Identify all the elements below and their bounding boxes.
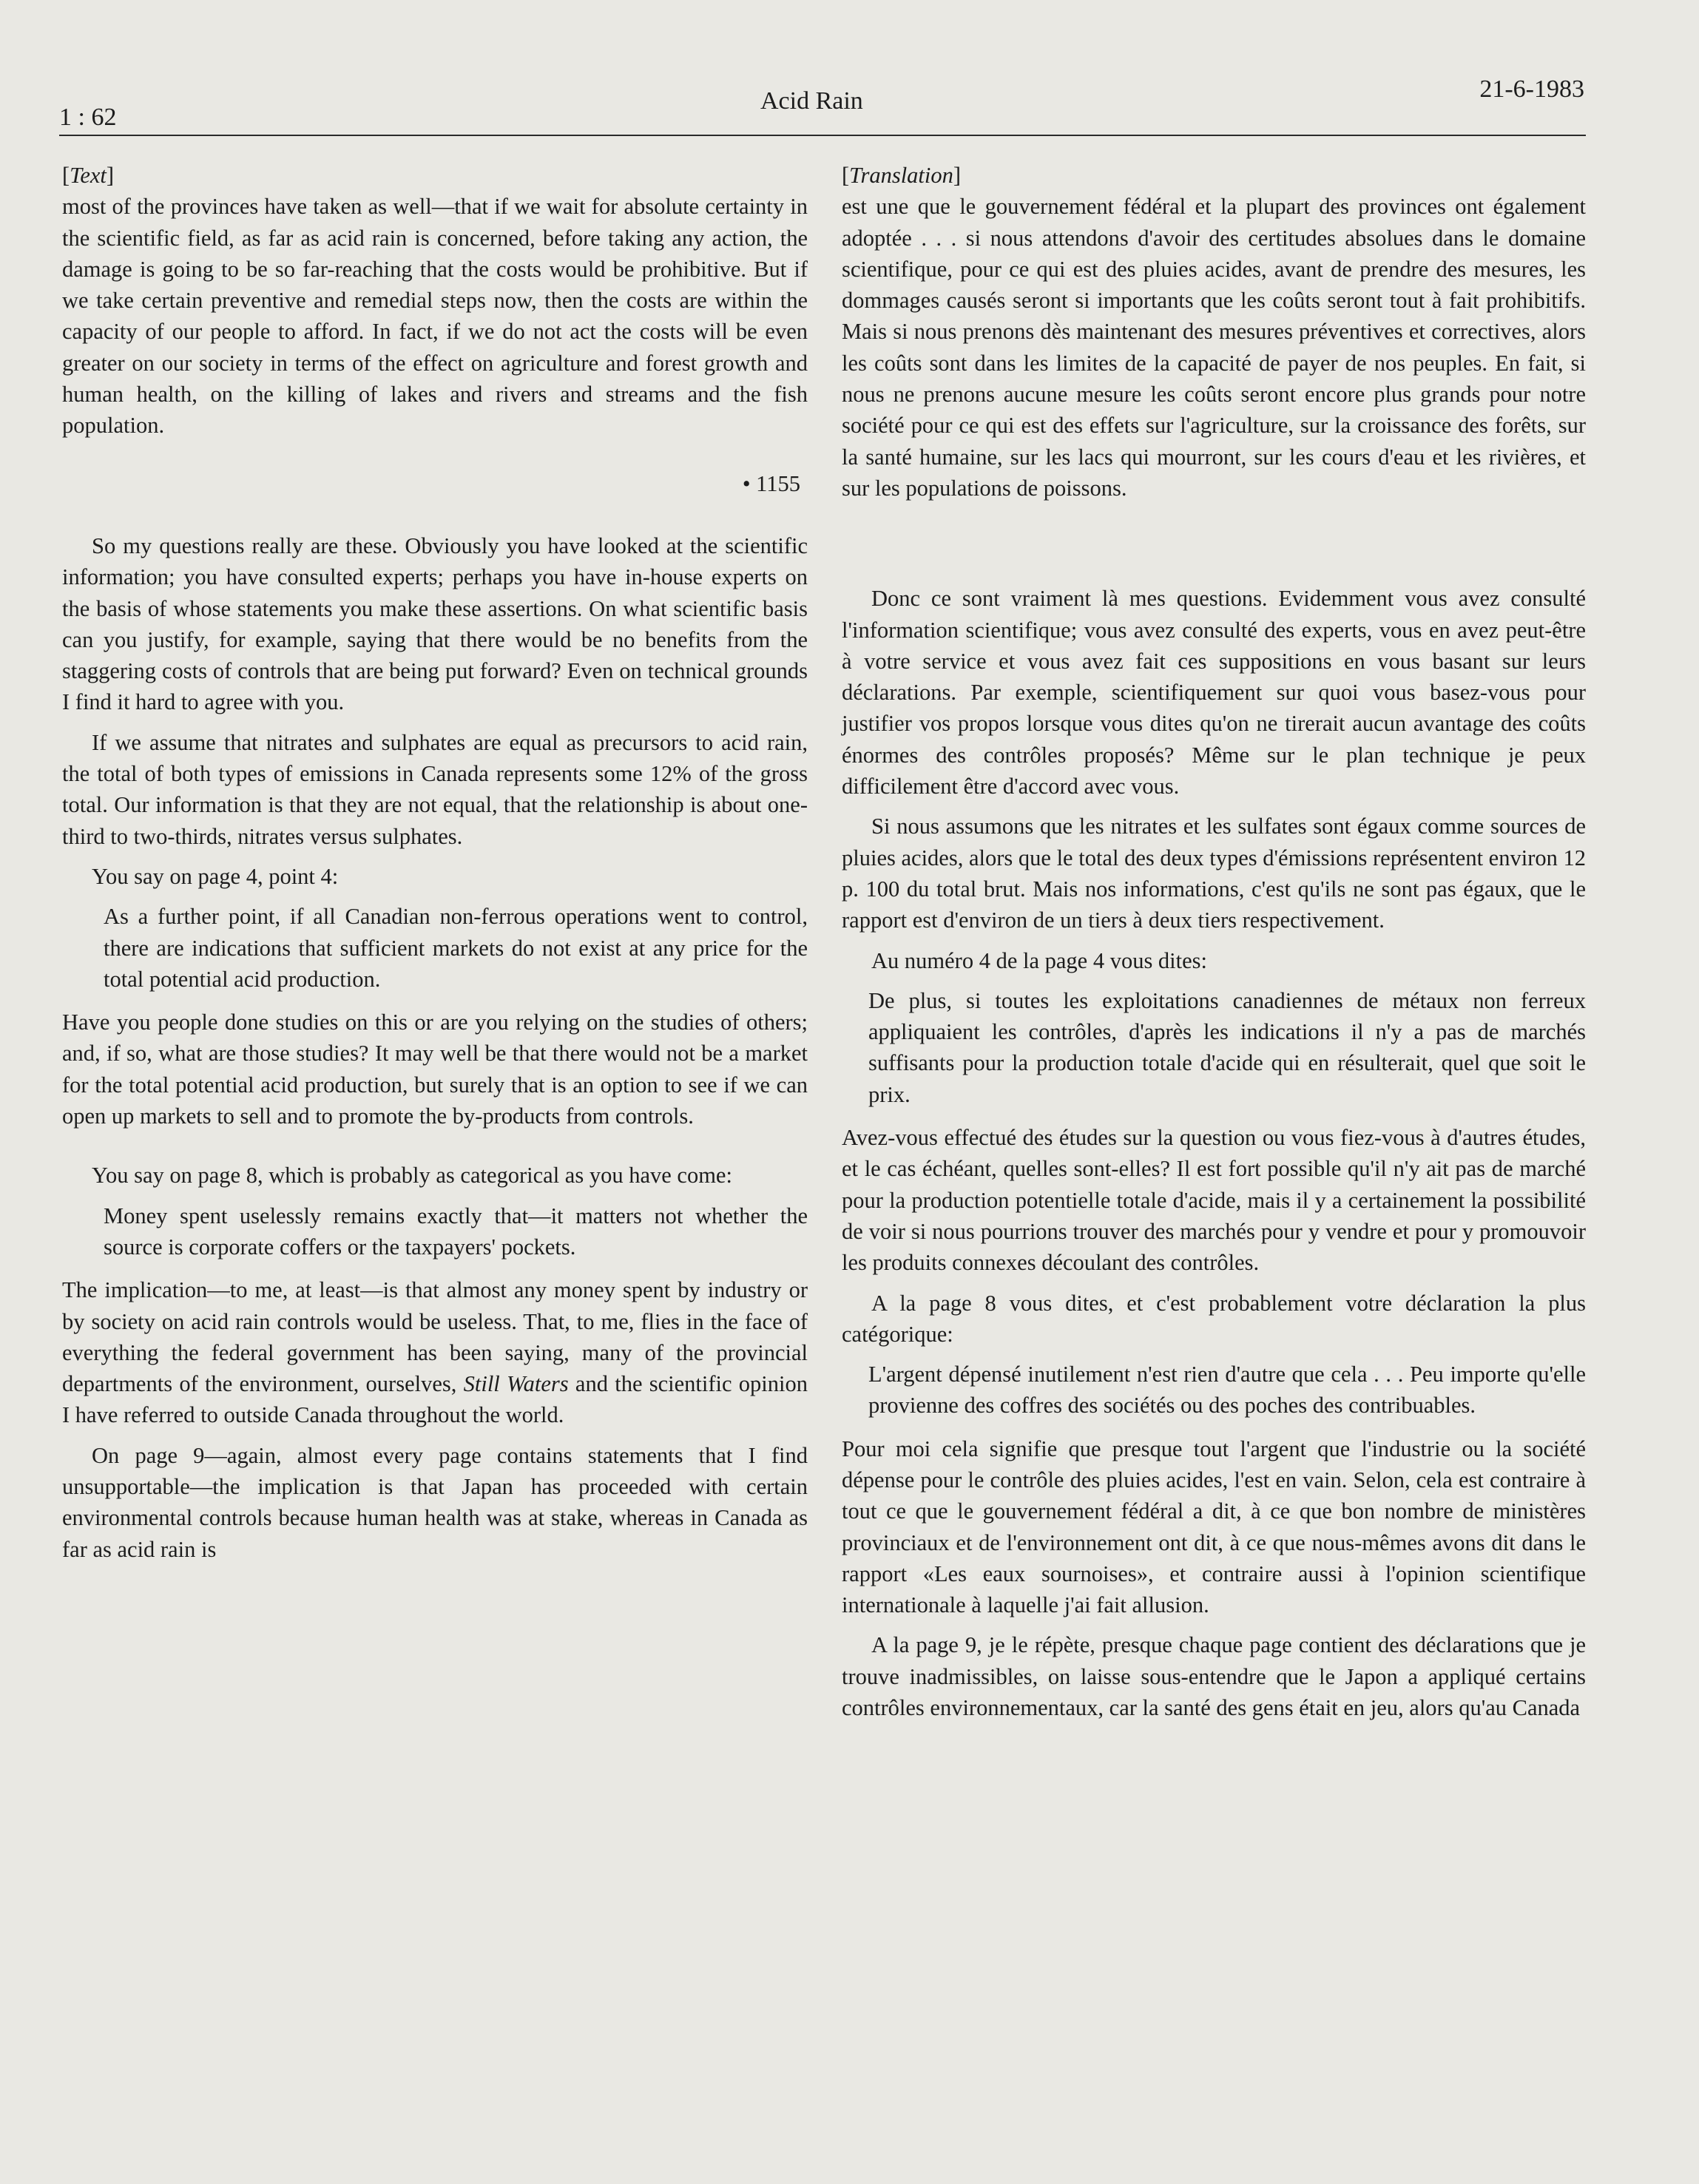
english-quote: As a further point, if all Canadian non-ferrous operations went to control, there are indications that sufficient markets do not exist at any price for the total potential acid production. [104,904,808,992]
english-column [62,160,808,1574]
french-paragraph: Donc ce sont vraiment là mes questions. Evidemment vous avez consulté l'information scientifique; vous avez consulté des experts, vous en avez peut-être à votre service et vous avez fait ces suppositions en vous basant sur leurs déclarations. Par exemple, scientifiquement sur quoi vous basez-vous pour justifier vos propos lorsque vous dites qu'on ne tirerait aucun avantage des coûts énormes des contrôles proposés? Même sur le plan technique je peux difficilement être d'accord avec vous. [842,586,1586,799]
header-rule [59,135,1586,136]
running-title: Acid Rain [760,87,863,115]
english-paragraph: You say on page 4, point 4: [92,863,339,889]
page-number: 1 : 62 [59,104,117,131]
english-paragraph: The implication—to me, at least—is that almost any money spent by industry or by society on acid rain controls would be useless. That, to me, flies in the face of everything the federal government has been saying, many of the provincial departments of the environment, ourselves, Still Waters and the scientific opinion I have referred to outside Canada throughout the world. [62,1277,808,1428]
english-paragraph: If we assume that nitrates and sulphates are equal as precursors to acid rain, the total of both types of emissions in Canada represents some 12% of the gross total. Our information is that they are not equal, that the relationship is about one-third to two-thirds, nitrates versus sulphates. [62,729,808,849]
time-marker: • 1155 [742,470,800,496]
translation-label: [Translation] [842,163,962,188]
french-paragraph: Au numéro 4 de la page 4 vous dites: [871,947,1208,973]
french-paragraph: Avez-vous effectué des études sur la question ou vous fiez-vous à d'autres études, et le cas échéant, quelles sont-elles? Il est fort possible qu'il n'y ait pas de marché pour la production potentielle totale d'acide, mais il y a certainement la possibilité de voir si nous pourrions trouver des marchés pour y vendre et pour y promouvoir les produits connexes découlant des contrôles. [842,1125,1586,1276]
french-paragraph: A la page 9, je le répète, presque chaque page contient des déclarations que je trouve inadmissibles, on laisse sous-entendre que le Japon a appliqué certains contrôles environnementaux, car la santé des gens était en jeu, alors qu'au Canada [842,1632,1586,1721]
text-label: [Text] [62,163,115,188]
english-paragraph: So my questions really are these. Obviously you have looked at the scientific information; you have consulted experts; perhaps you have in-house experts on the basis of whose statements you make these assertions. On what scientific basis can you justify, for example, saying that there would be no benefits from the staggering costs of controls that are being put forward? Even on technical grounds I find it hard to agree with you. [62,533,808,715]
french-quote: De plus, si toutes les exploitations canadiennes de métaux non ferreux appliquaient les contrôles, d'après les indications il n'y a pas de marchés suffisants pour la production totale d'acide qui en résulterait, quel que soit le prix. [868,987,1586,1107]
french-paragraph: A la page 8 vous dites, et c'est probablement votre déclaration la plus catégorique: [842,1290,1586,1347]
date: 21-6-1983 [1479,75,1584,103]
french-quote: L'argent dépensé inutilement n'est rien d'autre que cela . . . Peu importe qu'elle provienne des coffres des sociétés ou des poches des contribuables. [868,1362,1586,1419]
english-paragraph: On page 9—again, almost every page contains statements that I find unsupportable—the implication is that Japan has proceeded with certain environmental controls because human health was at stake, whereas in Canada as far as acid rain is [62,1442,808,1562]
french-paragraph: est une que le gouvernement fédéral et la plupart des provinces ont également adoptée . . . si nous attendons d'avoir des certitudes absolues dans le domaine scientifique, pour ce qui est des pluies acides, avant de prendre des mesures, les dommages causés seront si importants que les coûts seront tout à fait prohibitifs. Mais si nous prenons dès maintenant des mesures préventives et correctives, alors les coûts sont dans les limites de la capacité de payer de nos peuples. En fait, si nous ne prenons aucune mesure les coûts seront encore plus grands pour notre société pour ce qui est des effets sur l'agriculture, sur la croissance des forêts, sur la santé humaine, sur les lacs qui mourront, sur les cours d'eau et les rivières, et sur les populations de poissons. [842,194,1586,501]
still-waters-title: Still Waters [463,1371,569,1397]
english-quote: Money spent uselessly remains exactly that—it matters not whether the source is corporate coffers or the taxpayers' pockets. [104,1203,808,1260]
english-paragraph: most of the provinces have taken as well—that if we wait for absolute certainty in the scientific field, as far as acid rain is concerned, before taking any action, the damage is going to be so far-reaching that the costs would be prohibitive. But if we take certain preventive and remedial steps now, then the costs are within the capacity of our people to afford. In fact, if we do not act the costs will be even greater on our society in terms of the effect on agriculture and forest growth and human health, on the killing of lakes and rivers and streams and the fish population. [62,194,808,439]
french-column [842,160,1586,1732]
french-paragraph: Si nous assumons que les nitrates et les sulfates sont égaux comme sources de pluies acides, alors que le total des deux types d'émissions représentent environ 12 p. 100 du total brut. Mais nos informations, c'est qu'ils ne sont pas égaux, que le rapport est d'environ de un tiers à deux tiers respectivement. [842,814,1586,933]
english-paragraph: Have you people done studies on this or are you relying on the studies of others; and, if so, what are those studies? It may well be that there would not be a market for the total potential acid production, but surely that is an option to see if we can open up markets to sell and to promote the by-products from controls. [62,1010,808,1129]
french-paragraph: Pour moi cela signifie que presque tout l'argent que l'industrie ou la société dépense pour le contrôle des pluies acides, l'est en vain. Selon, cela est contraire à tout ce que le gouvernement fédéral a dit, à ce que bon nombre de ministères provinciaux et de l'environnement ont dit, à ce que nous-mêmes avons dit dans le rapport «Les eaux sournoises», et contraire aussi à l'opinion scientifique internationale à laquelle j'ai fait allusion. [842,1436,1586,1618]
english-paragraph: You say on page 8, which is probably as categorical as you have come: [92,1163,732,1189]
